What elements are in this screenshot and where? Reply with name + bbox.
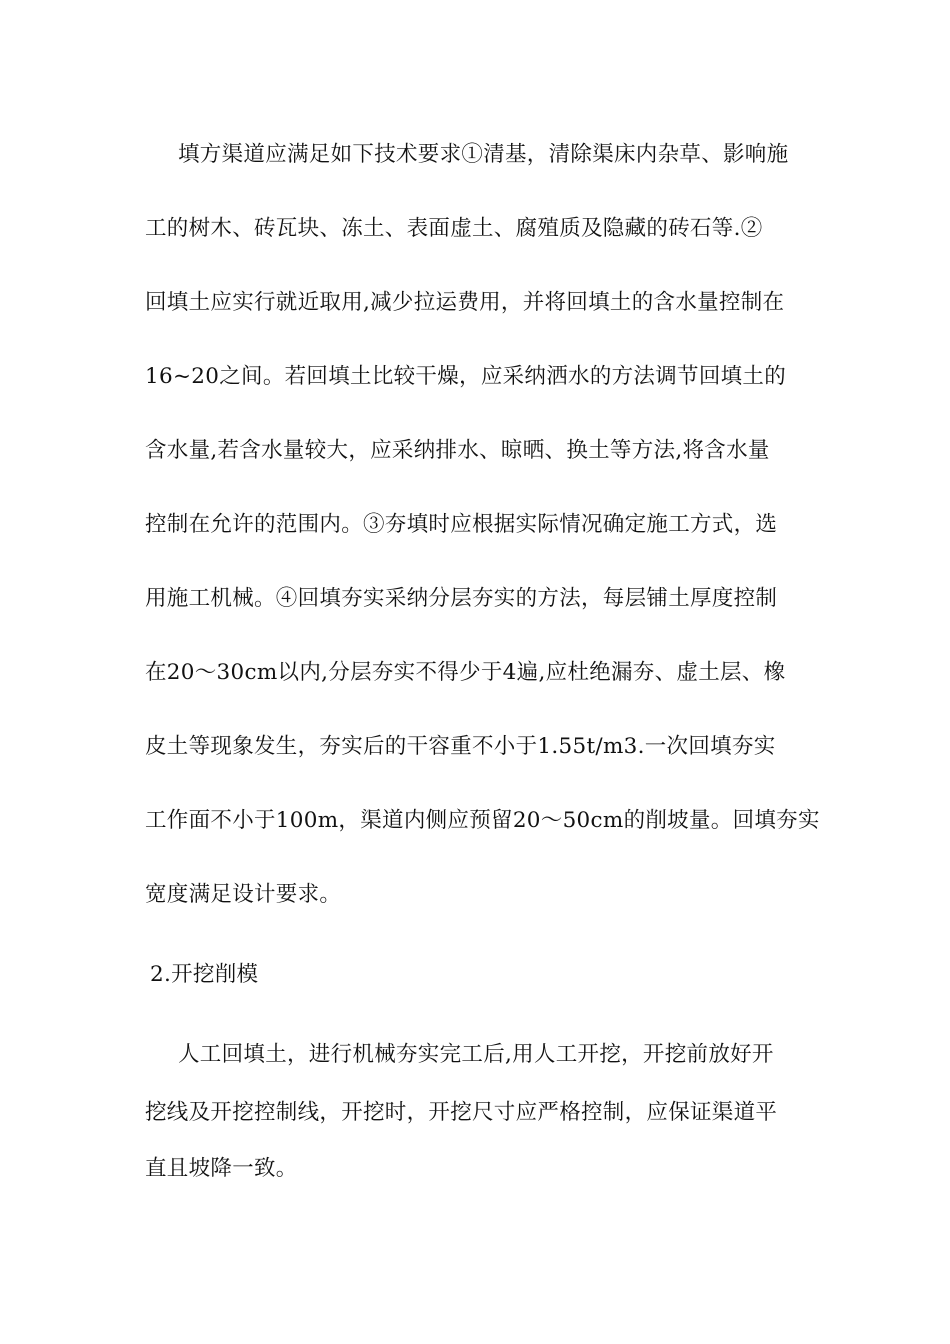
paragraph-1-line-9: 皮土等现象发生，夯实后的干容重不小于1.55t/m3.一次回填夯实	[145, 734, 776, 759]
section-heading: 2.开挖削模	[150, 962, 259, 987]
paragraph-2-line-2: 挖线及开挖控制线，开挖时，开挖尺寸应严格控制，应保证渠道平	[145, 1100, 778, 1125]
paragraph-1-line-2: 工的树木、砖瓦块、冻土、表面虚土、腐殖质及隐藏的砖石等.②	[145, 216, 763, 241]
paragraph-1-line-8: 在20～30cm以内,分层夯实不得少于4遍,应杜绝漏夯、虚土层、橡	[145, 660, 786, 685]
paragraph-1-line-7: 用施工机械。④回填夯实采纳分层夯实的方法，每层铺土厚度控制	[145, 586, 778, 611]
paragraph-1-line-10: 工作面不小于100m，渠道内侧应预留20～50cm的削坡量。回填夯实	[145, 808, 820, 833]
paragraph-1-line-4: 16~20之间。若回填土比较干燥，应采纳洒水的方法调节回填土的	[145, 364, 787, 389]
paragraph-1-line-11: 宽度满足设计要求。	[145, 882, 342, 907]
paragraph-2-line-3: 直且坡降一致。	[145, 1156, 298, 1181]
paragraph-1-line-6: 控制在允许的范围内。③夯填时应根据实际情况确定施工方式，选	[145, 512, 778, 537]
paragraph-1-line-3: 回填土应实行就近取用,减少拉运费用，并将回填土的含水量控制在	[145, 290, 785, 315]
paragraph-2-line-1: 人工回填土，进行机械夯实完工后,用人工开挖，开挖前放好开	[178, 1042, 774, 1067]
paragraph-1-line-1: 填方渠道应满足如下技术要求①清基，清除渠床内杂草、影响施	[178, 142, 789, 167]
paragraph-1-line-5: 含水量,若含水量较大，应采纳排水、晾晒、换土等方法,将含水量	[145, 438, 770, 463]
